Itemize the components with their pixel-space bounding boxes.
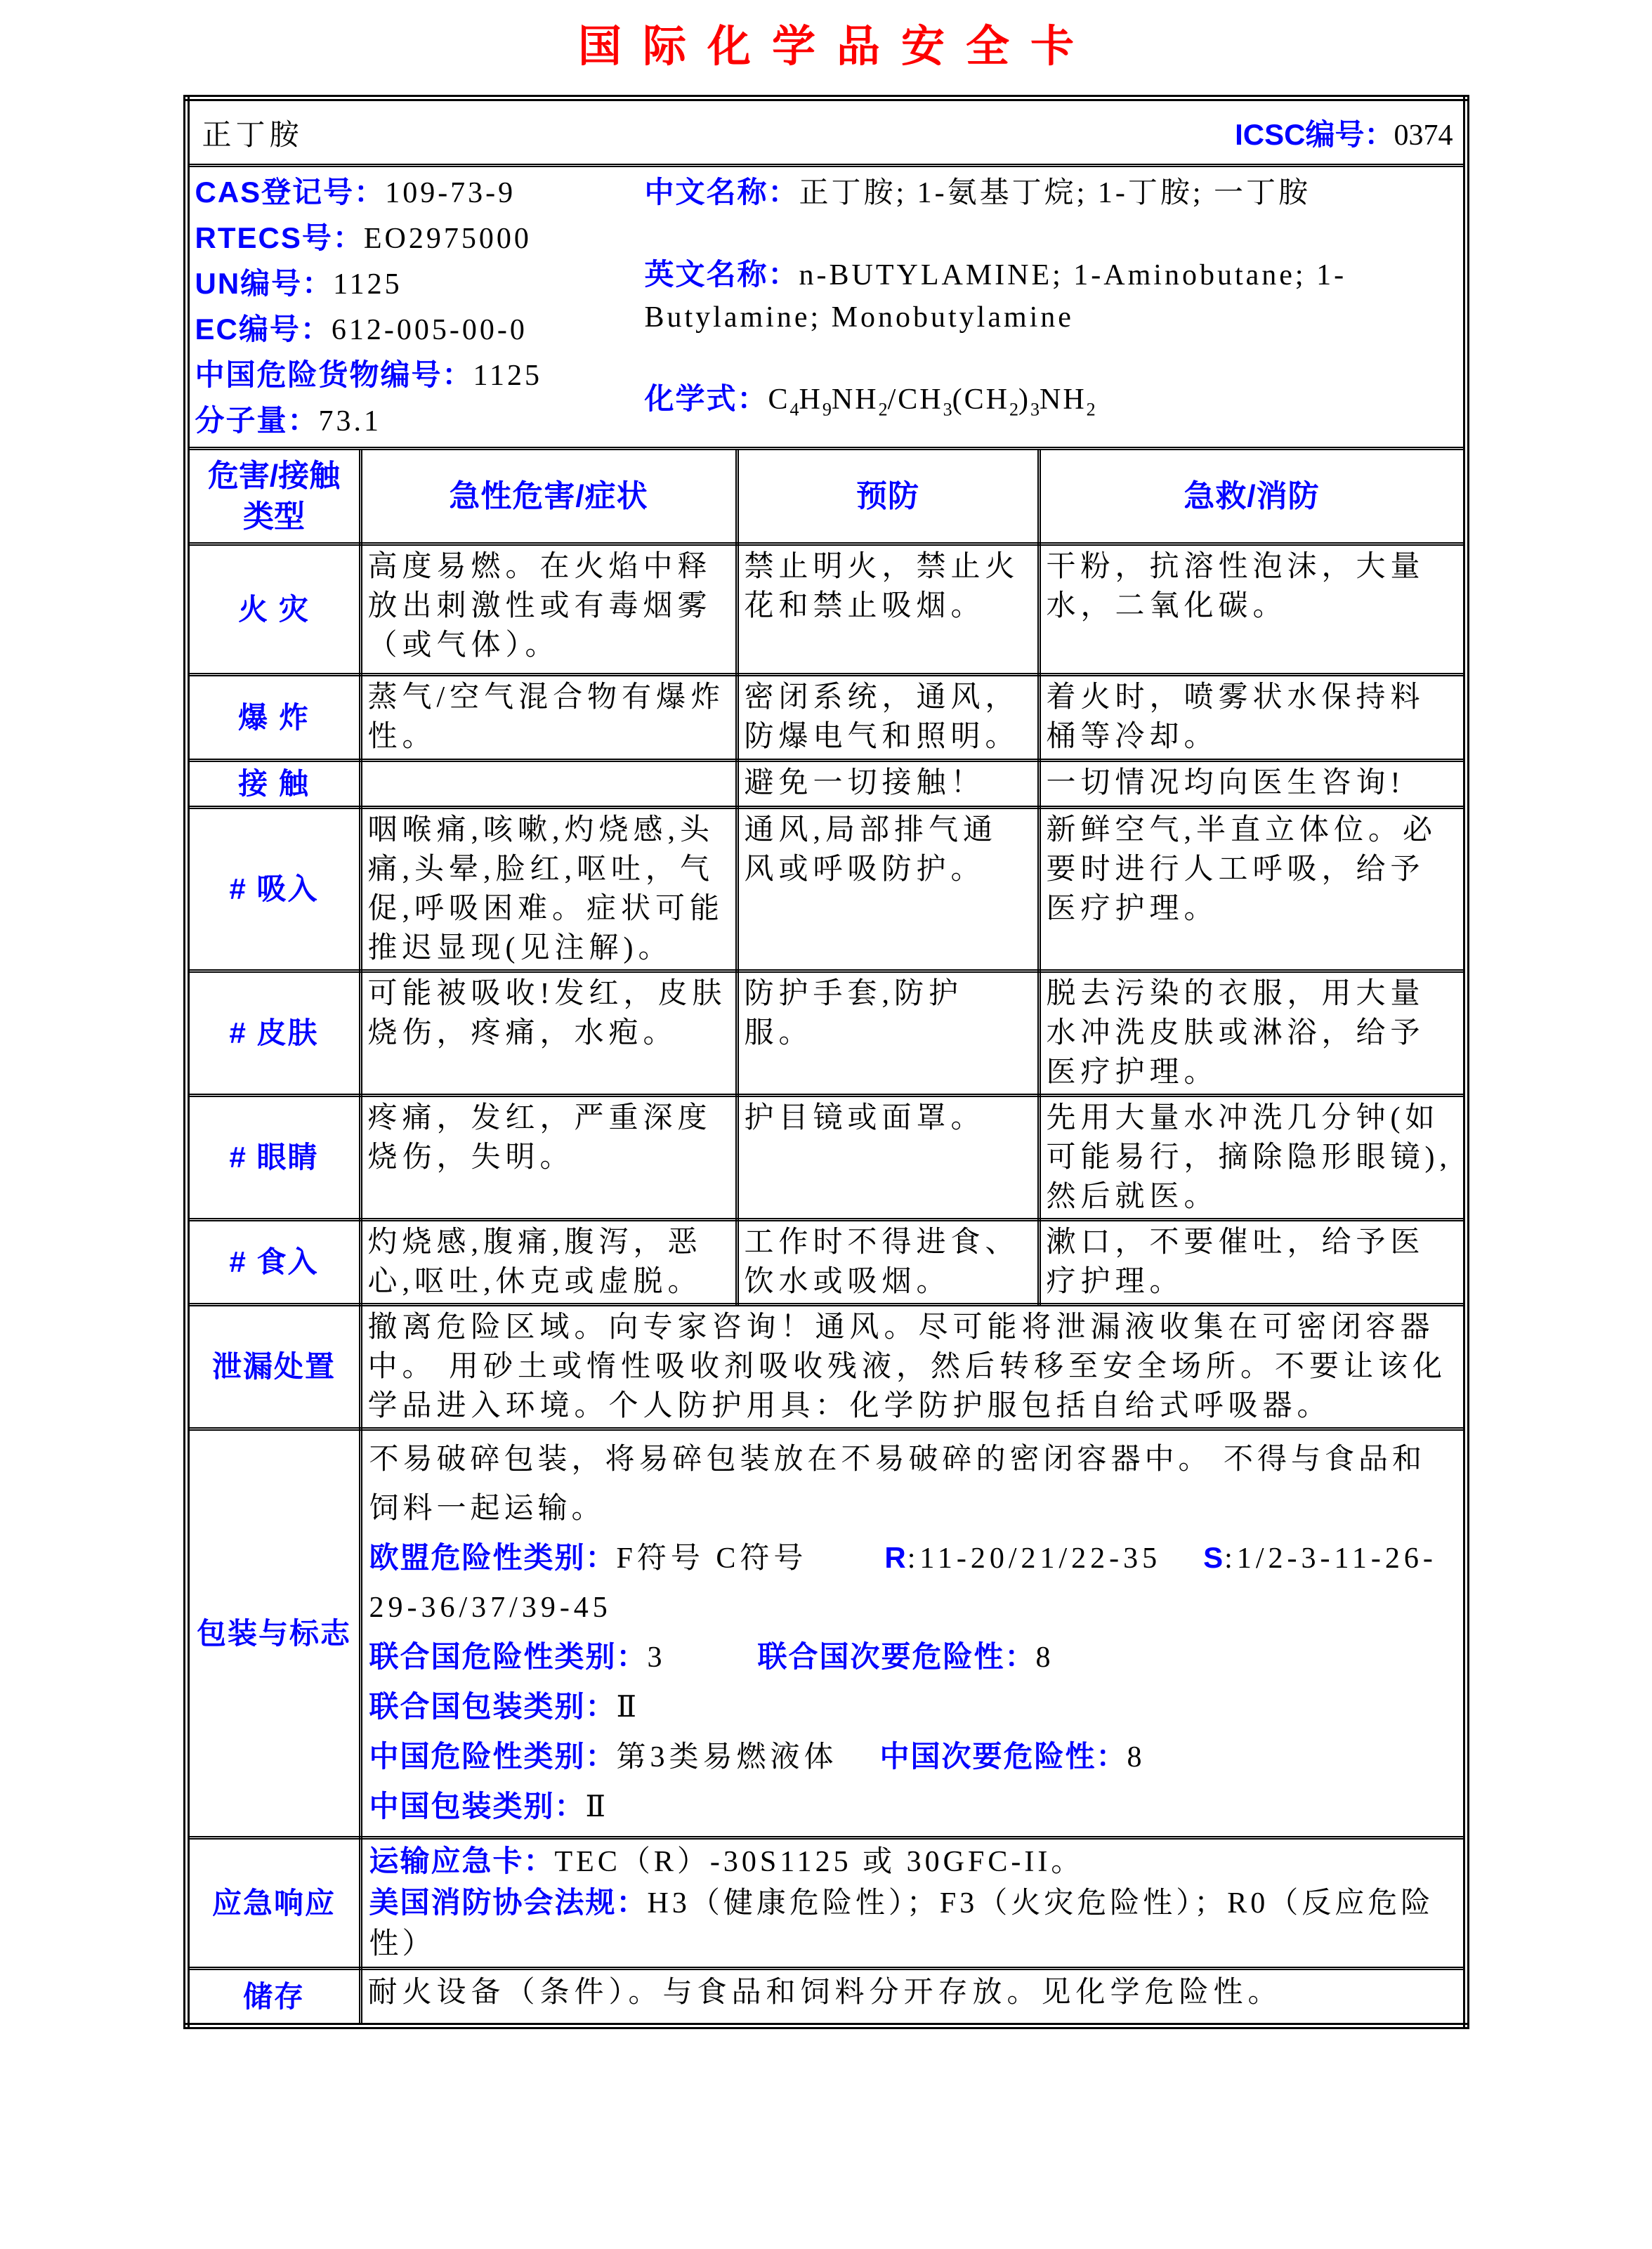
icsc-number-label: ICSC编号： [1235, 117, 1394, 151]
spill-row [186, 1305, 1466, 1429]
emergency-content-cell [360, 1838, 1466, 1969]
inhalation-first-aid-cell: 新鲜空气,半直立体位。必要时进行人工呼吸，给予医疗护理。 [1039, 808, 1466, 971]
packaging-row [186, 1429, 1466, 1838]
icsc-number-value: 0374 [1394, 119, 1453, 152]
identification-columns [195, 170, 1457, 444]
exposure-row [186, 761, 1466, 808]
inhalation-row [186, 808, 1466, 971]
cn-class-value: 第3类易燃液体 [616, 1741, 838, 1773]
chinese-name-label: 中文名称： [644, 176, 799, 209]
eyes-prevention-cell: 护目镜或面罩。 [737, 1096, 1039, 1220]
chemical-name-flex [195, 112, 1457, 154]
cn-hazard-line [369, 1732, 1456, 1782]
hazard-header-row [186, 449, 1466, 544]
fire-first-aid-cell: 干粉，抗溶性泡沫，大量水，二氧化碳。 [1039, 544, 1466, 675]
explosion-symptoms-cell: 蒸气/空气混合物有爆炸性。 [360, 675, 737, 761]
header-acute-symptoms: 急性危害/症状 [360, 449, 737, 544]
packing-note: 不易破碎包装，将易碎包装放在不易破碎的密闭容器中。 不得与食品和饲料一起运输。 [369, 1443, 1427, 1525]
explosion-row [186, 675, 1466, 761]
china-dg-number-value: 1125 [473, 360, 542, 392]
eyes-row [186, 1096, 1466, 1220]
cn-packing-value: Ⅱ [585, 1791, 610, 1823]
eu-hazard-line [369, 1533, 1456, 1632]
icsc-number-group [1235, 112, 1457, 154]
ec-number-label: EC编号： [195, 313, 332, 346]
exposure-row-label: 接 触 [186, 761, 360, 808]
packaging-row-label: 包装与标志 [186, 1429, 360, 1838]
chinese-name-line [645, 171, 1457, 214]
exposure-first-aid-cell: 一切情况均向医生咨询! [1039, 761, 1466, 808]
cas-number-value: 109-73-9 [385, 177, 516, 209]
transport-emergency-card-value: TEC（R）-30S1125 或 30GFC-II。 [554, 1846, 1084, 1878]
eu-hazard-symbols: F符号 C符号 [616, 1542, 808, 1575]
rtecs-number-label: RTECS号： [195, 221, 364, 254]
explosion-first-aid-cell: 着火时，喷雾状水保持料桶等冷却。 [1039, 675, 1466, 761]
ingestion-row [186, 1220, 1466, 1305]
eu-hazard-label: 欧盟危险性类别： [369, 1541, 617, 1574]
ec-number-line [195, 307, 642, 353]
packaging-content-cell [360, 1429, 1466, 1838]
inhalation-prevention-cell: 通风,局部排气通风或呼吸防护。 [737, 808, 1039, 971]
un-packing-label: 联合国包装类别： [369, 1690, 617, 1723]
rtecs-number-line [195, 216, 642, 261]
skin-row [186, 971, 1466, 1096]
chemical-formula-value: $C_4H_9NH_2/CH_3(CH_2)_3NH_2$ [768, 383, 1096, 420]
chemical-name-cell [186, 98, 1466, 166]
identification-cell [186, 166, 1466, 449]
identification-left-column [195, 170, 642, 444]
cn-packing-label: 中国包装类别： [369, 1790, 586, 1823]
storage-row [186, 1969, 1466, 2026]
cn-subsidiary-value: 8 [1127, 1741, 1146, 1773]
identification-right-column [642, 170, 1457, 444]
eu-s-phrase-value: :1/2-3-11-26-29-36/37/39-45 [369, 1542, 1437, 1624]
cas-number-line [195, 170, 642, 216]
skin-first-aid-cell: 脱去污染的衣服，用大量水冲洗皮肤或淋浴，给予医疗护理。 [1039, 971, 1466, 1096]
ingestion-symptoms-cell: 灼烧感,腹痛,腹泻，恶心,呕吐,休克或虚脱。 [360, 1220, 737, 1305]
fire-row [186, 544, 1466, 675]
exposure-prevention-cell: 避免一切接触！ [737, 761, 1039, 808]
un-class-value: 3 [647, 1641, 667, 1674]
cn-packing-line [369, 1782, 1456, 1832]
un-subsidiary-label: 联合国次要危险性： [757, 1640, 1036, 1673]
nfpa-line [369, 1882, 1456, 1965]
icsc-page [0, 11, 1652, 2249]
cn-class-label: 中国危险性类别： [369, 1740, 617, 1773]
header-hazard-type: 危害/接触类型 [186, 449, 360, 544]
english-name-line [645, 254, 1457, 339]
un-hazard-line [369, 1632, 1456, 1682]
ec-number-value: 612-005-00-0 [331, 314, 527, 346]
eyes-row-label: # 眼睛 [186, 1096, 360, 1220]
chinese-name-value: 正丁胺; 1-氨基丁烷; 1-丁胺; 一丁胺 [799, 177, 1311, 209]
skin-prevention-cell: 防护手套,防护服。 [737, 971, 1039, 1096]
un-packing-value: Ⅱ [616, 1691, 641, 1724]
transport-emergency-card-label: 运输应急卡： [369, 1844, 555, 1877]
molecular-weight-value: 73.1 [318, 405, 382, 438]
inhalation-row-label: # 吸入 [186, 808, 360, 971]
china-dg-number-label: 中国危险货物编号： [195, 358, 473, 391]
storage-row-label: 储存 [186, 1969, 360, 2026]
un-number-label: UN编号： [195, 267, 334, 300]
emergency-row-label: 应急响应 [186, 1838, 360, 1969]
chemical-name: 正丁胺 [202, 119, 303, 152]
explosion-row-label: 爆 炸 [186, 675, 360, 761]
un-class-label: 联合国危险性类别： [369, 1640, 648, 1673]
spill-text-cell: 撤离危险区域。向专家咨询！通风。尽可能将泄漏液收集在可密闭容器中。 用砂土或惰性吸收剂吸收残液，然后转移至安全场所。不要让该化学品进入环境。个人防护用具：化学防护服包括自给式呼吸器。 [360, 1305, 1466, 1429]
nfpa-value: H3（健康危险性）；F3（火灾危险性）；R0（反应危险性） [369, 1887, 1434, 1960]
nfpa-label: 美国消防协会法规： [369, 1886, 648, 1919]
ingestion-first-aid-cell: 漱口，不要催吐，给予医疗护理。 [1039, 1220, 1466, 1305]
un-subsidiary-value: 8 [1035, 1641, 1055, 1674]
cas-number-label: CAS登记号： [195, 176, 386, 209]
chemical-formula-line [645, 378, 1457, 431]
ingestion-row-label: # 食入 [186, 1220, 360, 1305]
fire-row-label: 火 灾 [186, 544, 360, 675]
fire-prevention-cell: 禁止明火，禁止火花和禁止吸烟。 [737, 544, 1039, 675]
header-first-aid: 急救/消防 [1039, 449, 1466, 544]
skin-symptoms-cell: 可能被吸收!发红，皮肤烧伤，疼痛，水疱。 [360, 971, 737, 1096]
rtecs-number-value: EO2975000 [363, 223, 532, 255]
explosion-prevention-cell: 密闭系统，通风，防爆电气和照明。 [737, 675, 1039, 761]
storage-text-cell: 耐火设备（条件）。与食品和饲料分开存放。见化学危险性。 [360, 1969, 1466, 2026]
spill-row-label: 泄漏处置 [186, 1305, 360, 1429]
header-prevention: 预防 [737, 449, 1039, 544]
chemical-formula-label: 化学式： [644, 382, 768, 415]
eyes-first-aid-cell: 先用大量水冲洗几分钟(如可能易行，摘除隐形眼镜),然后就医。 [1039, 1096, 1466, 1220]
ingestion-prevention-cell: 工作时不得进食、饮水或吸烟。 [737, 1220, 1039, 1305]
inhalation-symptoms-cell: 咽喉痛,咳嗽,灼烧感,头痛,头晕,脸红,呕吐，气促,呼吸困难。症状可能推迟显现(见注解)。 [360, 808, 737, 971]
china-dg-number-line [195, 353, 642, 398]
molecular-weight-label: 分子量： [195, 404, 319, 437]
emergency-row [186, 1838, 1466, 1969]
eu-r-phrase-value: :11-20/21/22-35 [907, 1542, 1162, 1575]
chemical-name-row [186, 98, 1466, 166]
icsc-card-table [183, 95, 1469, 2029]
fire-symptoms-cell: 高度易燃。在火焰中释放出刺激性或有毒烟雾（或气体）。 [360, 544, 737, 675]
exposure-symptoms-cell [360, 761, 737, 808]
eu-s-phrase-label: S [1203, 1541, 1225, 1574]
cn-subsidiary-label: 中国次要危险性： [879, 1740, 1127, 1773]
english-name-value: n-BUTYLAMINE; 1-Aminobutane; 1-Butylamine; Monobutylamine [644, 259, 1347, 334]
molecular-weight-line [195, 398, 642, 444]
un-packing-line [369, 1682, 1456, 1732]
identification-row [186, 166, 1466, 449]
transport-emergency-card-line [369, 1841, 1456, 1882]
eu-r-phrase-label: R [884, 1541, 907, 1574]
eyes-symptoms-cell: 疼痛，发红，严重深度烧伤，失明。 [360, 1096, 737, 1220]
un-number-value: 1125 [333, 268, 402, 301]
english-name-label: 英文名称： [644, 258, 799, 291]
skin-row-label: # 皮肤 [186, 971, 360, 1096]
page-title: 国际化学品安全卡 [577, 23, 1095, 71]
un-number-line [195, 261, 642, 307]
